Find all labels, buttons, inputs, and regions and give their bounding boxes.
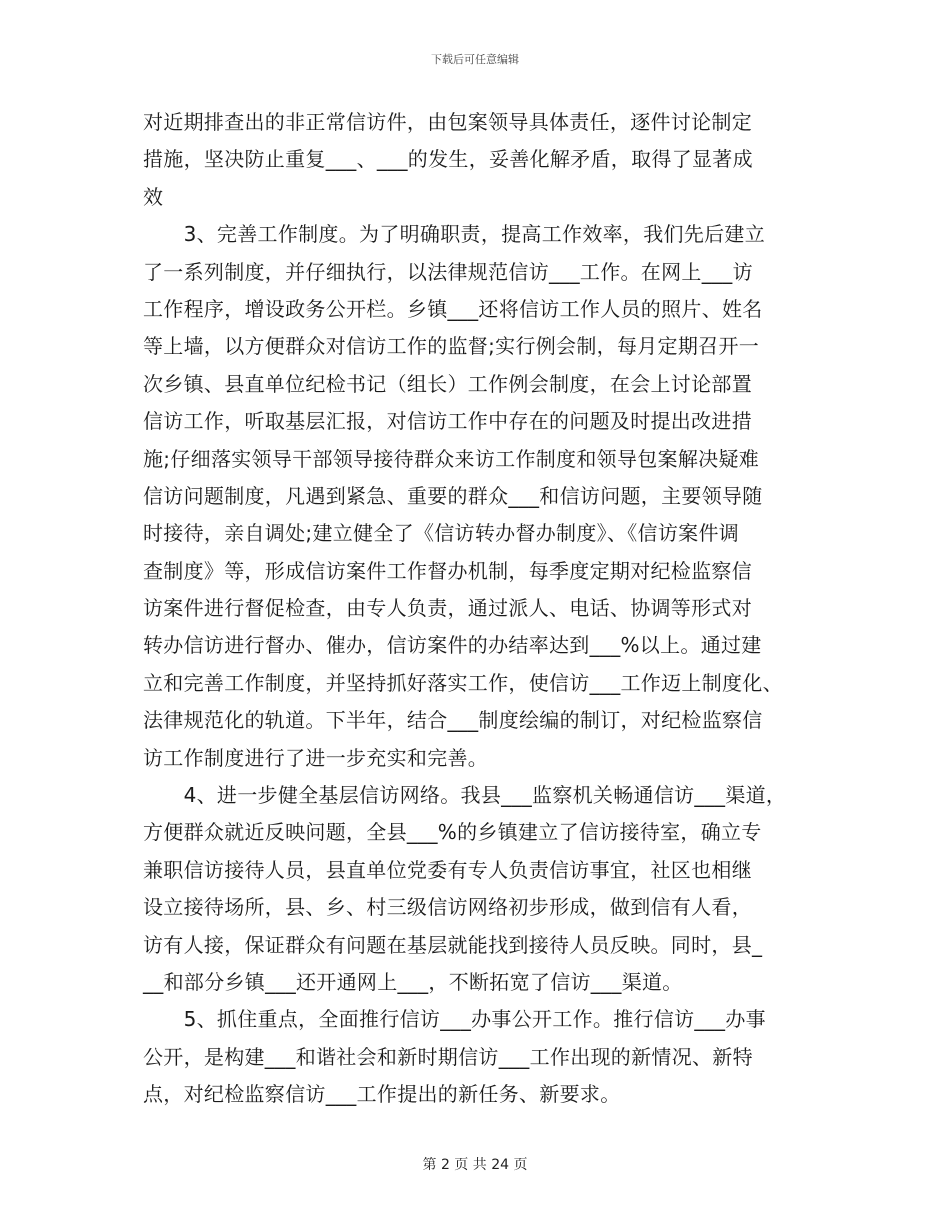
text-line: 了一系列制度，并仔细执行，以法律规范信访___工作。在网上___访 bbox=[143, 259, 753, 284]
text-line: 访有人接，保证群众有问题在基层就能找到接待人员反映。同时，县_ bbox=[143, 932, 763, 957]
text-line: 信访工作，听取基层汇报，对信访工作中存在的问题及时提出改进措 bbox=[143, 409, 752, 434]
text-line: 立和完善工作制度，并坚持抓好落实工作，使信访___工作迈上制度化、 bbox=[143, 670, 783, 695]
text-line: 兼职信访接待人员，县直单位党委有专人负责信访事宜，社区也相继 bbox=[143, 857, 752, 882]
text-line: 公开，是构建___和谐社会和新时期信访___工作出现的新情况、新特 bbox=[143, 1044, 753, 1069]
text-line: 设立接待场所，县、乡、村三级信访网络初步形成，做到信有人看， bbox=[143, 895, 752, 920]
text-line: 点，对纪检监察信访___工作提出的新任务、新要求。 bbox=[143, 1082, 621, 1107]
page-header-note: 下载后可任意编辑 bbox=[431, 53, 519, 66]
text-line: 访案件进行督促检查，由专人负责，通过派人、电话、协调等形式对 bbox=[143, 596, 752, 621]
text-line: 工作程序，增设政务公开栏。乡镇___还将信访工作人员的照片、姓名 bbox=[143, 296, 763, 321]
text-line: __和部分乡镇___还开通网上___，不断拓宽了信访___渠道。 bbox=[143, 969, 683, 994]
text-line: 访工作制度进行了进一步充实和完善。 bbox=[143, 745, 489, 770]
text-line: 施;仔细落实领导干部领导接待群众来访工作制度和领导包案解决疑难 bbox=[143, 446, 760, 471]
text-line: 转办信访进行督办、催办，信访案件的办结率达到___%以上。通过建 bbox=[143, 633, 762, 658]
text-line: 时接待，亲自调处;建立健全了《信访转办督办制度》、《信访案件调 bbox=[143, 521, 740, 546]
page-number: 第 2 页 共 24 页 bbox=[422, 1157, 528, 1173]
text-line: 等上墙，以方便群众对信访工作的监督;实行例会制，每月定期召开一 bbox=[143, 334, 760, 359]
document-body bbox=[143, 104, 823, 1114]
text-line: 方便群众就近反映问题，全县___%的乡镇建立了信访接待室，确立专 bbox=[143, 820, 762, 845]
text-line: 措施，坚决防止重复___、___的发生，妥善化解矛盾，取得了显著成 bbox=[143, 147, 753, 172]
text-line: 效 bbox=[143, 184, 164, 209]
text-line: 查制度》等，形成信访案件工作督办机制，每季度定期对纪检监察信 bbox=[143, 558, 752, 583]
text-line: 3、完善工作制度。为了明确职责，提高工作效率，我们先后建立 bbox=[143, 222, 766, 247]
text-line: 信访问题制度，凡遇到紧急、重要的群众___和信访问题，主要领导随 bbox=[143, 483, 763, 508]
text-line: 4、进一步健全基层信访网络。我县___监察机关畅通信访___渠道， bbox=[143, 783, 787, 808]
text-line: 5、抓住重点，全面推行信访___办事公开工作。推行信访___办事 bbox=[143, 1007, 766, 1032]
text-line: 法律规范化的轨道。下半年，结合___制度绘编的制订，对纪检监察信 bbox=[143, 708, 763, 733]
text-line: 对近期排查出的非正常信访件，由包案领导具体责任，逐件讨论制定 bbox=[143, 110, 752, 134]
text-line: 次乡镇、县直单位纪检书记（组长）工作例会制度，在会上讨论部置 bbox=[143, 371, 752, 396]
